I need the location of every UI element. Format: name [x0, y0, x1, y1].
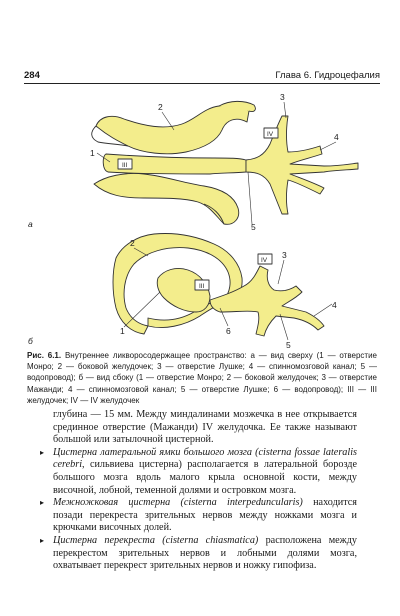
label-a-III: III [122, 162, 128, 169]
ventricle-figure [24, 86, 380, 348]
label-b-4: 4 [332, 300, 337, 310]
desc-chiasmatic-cistern: расположена между перекрестом зрительных нервов и лобными долями мозга, охватывает перекрест зрительных нервов и ножку гипофиза. [53, 534, 357, 572]
caption-text: Внутреннее ликворосодержащее пространство: а — вид сверху (1 — отверстие Монро; 2 — боковой желудочек; 3 — отверстие Лушке; 4 — спинномозговой канал; 5 — водопровод); б — вид сбоку (1 — отверстие Монро; 2 — боковой желудочек; 3 — отверстие Мажанди; 4 — спинномозговой канал; 5 — отверстие Лушке; 6 — водопровод); III — III желудочек; IV — IV желудочек [27, 351, 377, 405]
term-lateral-cistern: Цистерна латеральной ямки большого мозга (cisterna fossae lateralis cerebri [53, 446, 357, 471]
label-a-5: 5 [251, 222, 256, 232]
panel-a-letter: а [28, 219, 33, 229]
label-a-3: 3 [280, 92, 285, 102]
panel-b-letter: б [28, 336, 33, 346]
label-a-IV: IV [267, 131, 274, 138]
desc-lateral-cistern: , сильвиева цистерна) располагается в латеральной борозде большого мозга вдоль малого крыла основной кости, между височной, лобной, теменной долями и островком мозга. [53, 459, 357, 496]
list-item-chiasmatic-cistern [41, 535, 357, 573]
chapter-title: Глава 6. Гидроцефалия [275, 70, 380, 81]
figure-panel-b [113, 233, 324, 336]
label-b-6: 6 [226, 326, 231, 336]
label-b-5: 5 [286, 340, 291, 348]
header-rule [24, 83, 380, 84]
label-a-1: 1 [90, 148, 95, 158]
label-b-3: 3 [282, 250, 287, 260]
label-b-III: III [199, 283, 205, 290]
lateral-ventricle-upper [96, 105, 249, 153]
label-b-IV: IV [261, 257, 268, 264]
list-item-lateral-cistern [41, 447, 357, 497]
label-a-4: 4 [334, 132, 339, 142]
paragraph-continuation: глубина — 15 мм. Между миндалинами мозжечка в нее открывается срединное отверстие (Мажанди) IV желудочка. Ее также называют большой или затылочной цистерной. [53, 409, 357, 446]
desc-interpeduncular-cistern: находится позади перекреста зрительных нервов между ножками мозга и крючками височных долей. [53, 497, 357, 534]
lateral-ventricle-lower [94, 173, 239, 224]
term-chiasmatic-cistern: Цистерна перекреста (cisterna chiasmatica) [53, 534, 259, 546]
list-item-interpeduncular-cistern [41, 497, 357, 535]
figure-caption [27, 350, 377, 406]
page-number: 284 [24, 70, 40, 81]
body-text [41, 409, 357, 573]
label-b-1: 1 [120, 326, 125, 336]
figure-panel-a [92, 101, 358, 224]
term-interpeduncular-cistern: Межножковая цистерна (cisterna interpeduncularis) [53, 497, 303, 509]
label-a-2: 2 [158, 102, 163, 112]
fourth-ventricle-a [246, 116, 358, 214]
label-b-2: 2 [130, 238, 135, 248]
running-header [24, 67, 380, 83]
caption-label: Рис. 6.1. [27, 351, 62, 360]
